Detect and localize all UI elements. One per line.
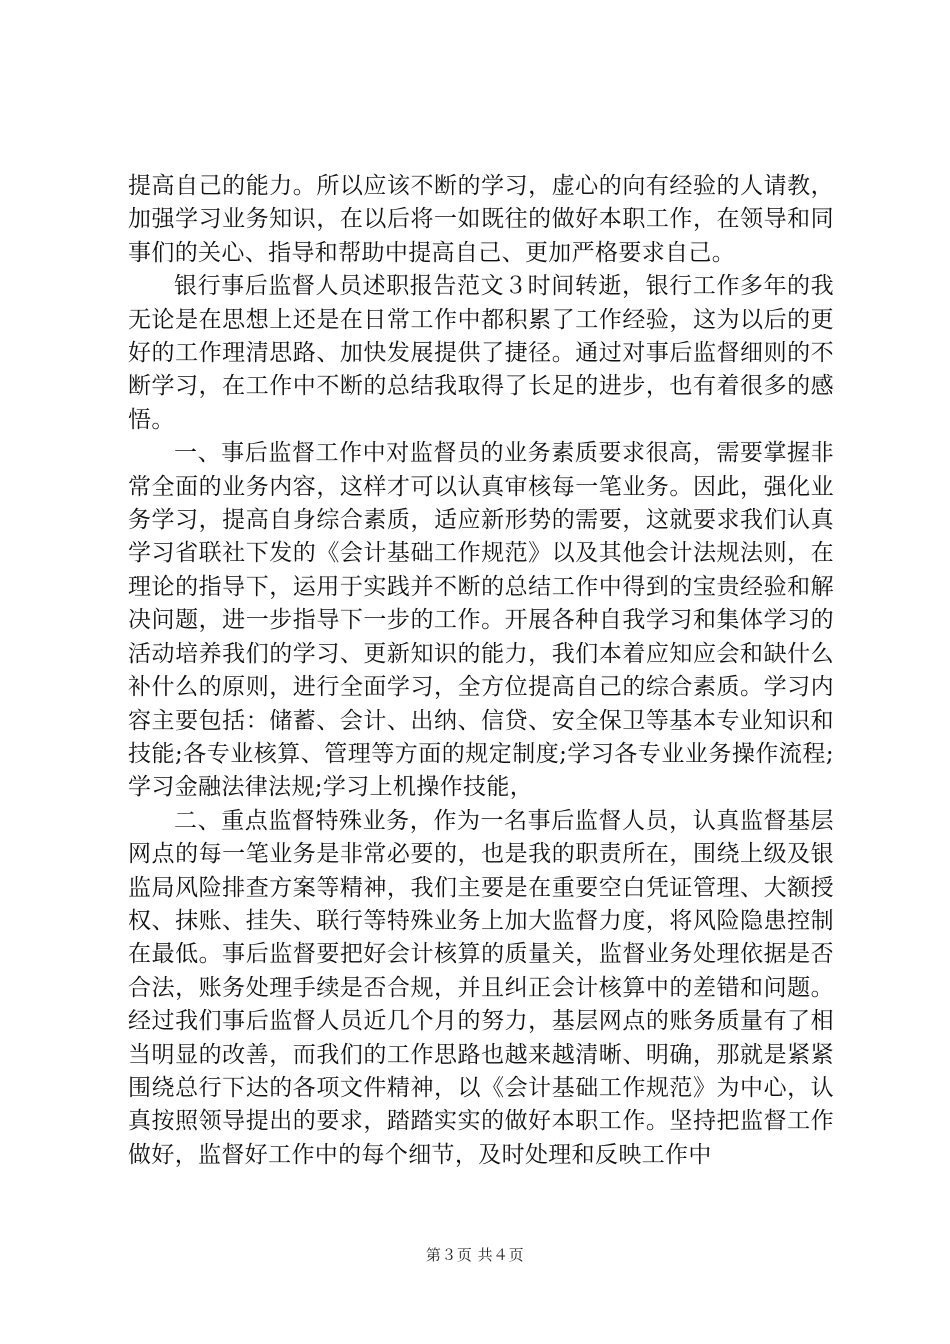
paragraph-2: 银行事后监督人员述职报告范文３时间转逝，银行工作多年的我无论是在思想上还是在日常工作中都积累了工作经验，这为以后的更好的工作理清思路、加快发展提供了捷径。通过对事后监督细则的不断学习，在工作中不断的总结我取得了长足的进步，也有着很多的感悟。 bbox=[128, 273, 834, 433]
paragraph-4: 二、重点监督特殊业务，作为一名事后监督人员，认真监督基层网点的每一笔业务是非常必要的，也是我的职责所在，围绕上级及银监局风险排查方案等精神，我们主要是在重要空白凭证管理、大额授权、抹账、挂失、联行等特殊业务上加大监督力度，将风险隐患控制在最低。事后监督要把好会计核算的质量关，监督业务处理依据是否合法，账务处理手续是否合规，并且纠正会计核算中的差错和问题。经过我们事后监督人员近几个月的努力，基层网点的账务质量有了相当明显的改善，而我们的工作思路也越来越清晰、明确，那就是紧紧围绕总行下达的各项文件精神，以《会计基础工作规范》为中心，认真按照领导提出的要求，踏踏实实的做好本职工作。坚持把监督工作做好，监督好工作中的每个细节，及时处理和反映工作中 bbox=[128, 807, 834, 1168]
paragraph-3: 一、事后监督工作中对监督员的业务素质要求很高，需要掌握非常全面的业务内容，这样才可以认真审核每一笔业务。因此，强化业务学习，提高自身综合素质，适应新形势的需要，这就要求我们认真学习省联社下发的《会计基础工作规范》以及其他会计法规法则，在理论的指导下，运用于实践并不断的总结工作中得到的宝贵经验和解决问题，进一步指导下一步的工作。开展各种自我学习和集体学习的活动培养我们的学习、更新知识的能力，我们本着应知应会和缺什么补什么的原则，进行全面学习，全方位提高自己的综合素质。学习内容主要包括：储蓄、会计、出纳、信贷、安全保卫等基本专业知识和技能;各专业核算、管理等方面的规定制度;学习各专业业务操作流程;学习金融法律法规;学习上机操作技能， bbox=[128, 440, 834, 801]
paragraph-1: 提高自己的能力。所以应该不断的学习，虚心的向有经验的人请教，加强学习业务知识，在以后将一如既往的做好本职工作，在领导和同事们的关心、指导和帮助中提高自己、更加严格要求自己。 bbox=[128, 173, 834, 266]
page-footer: 第３页 共４页 bbox=[425, 1246, 525, 1264]
document-body bbox=[128, 170, 834, 1172]
